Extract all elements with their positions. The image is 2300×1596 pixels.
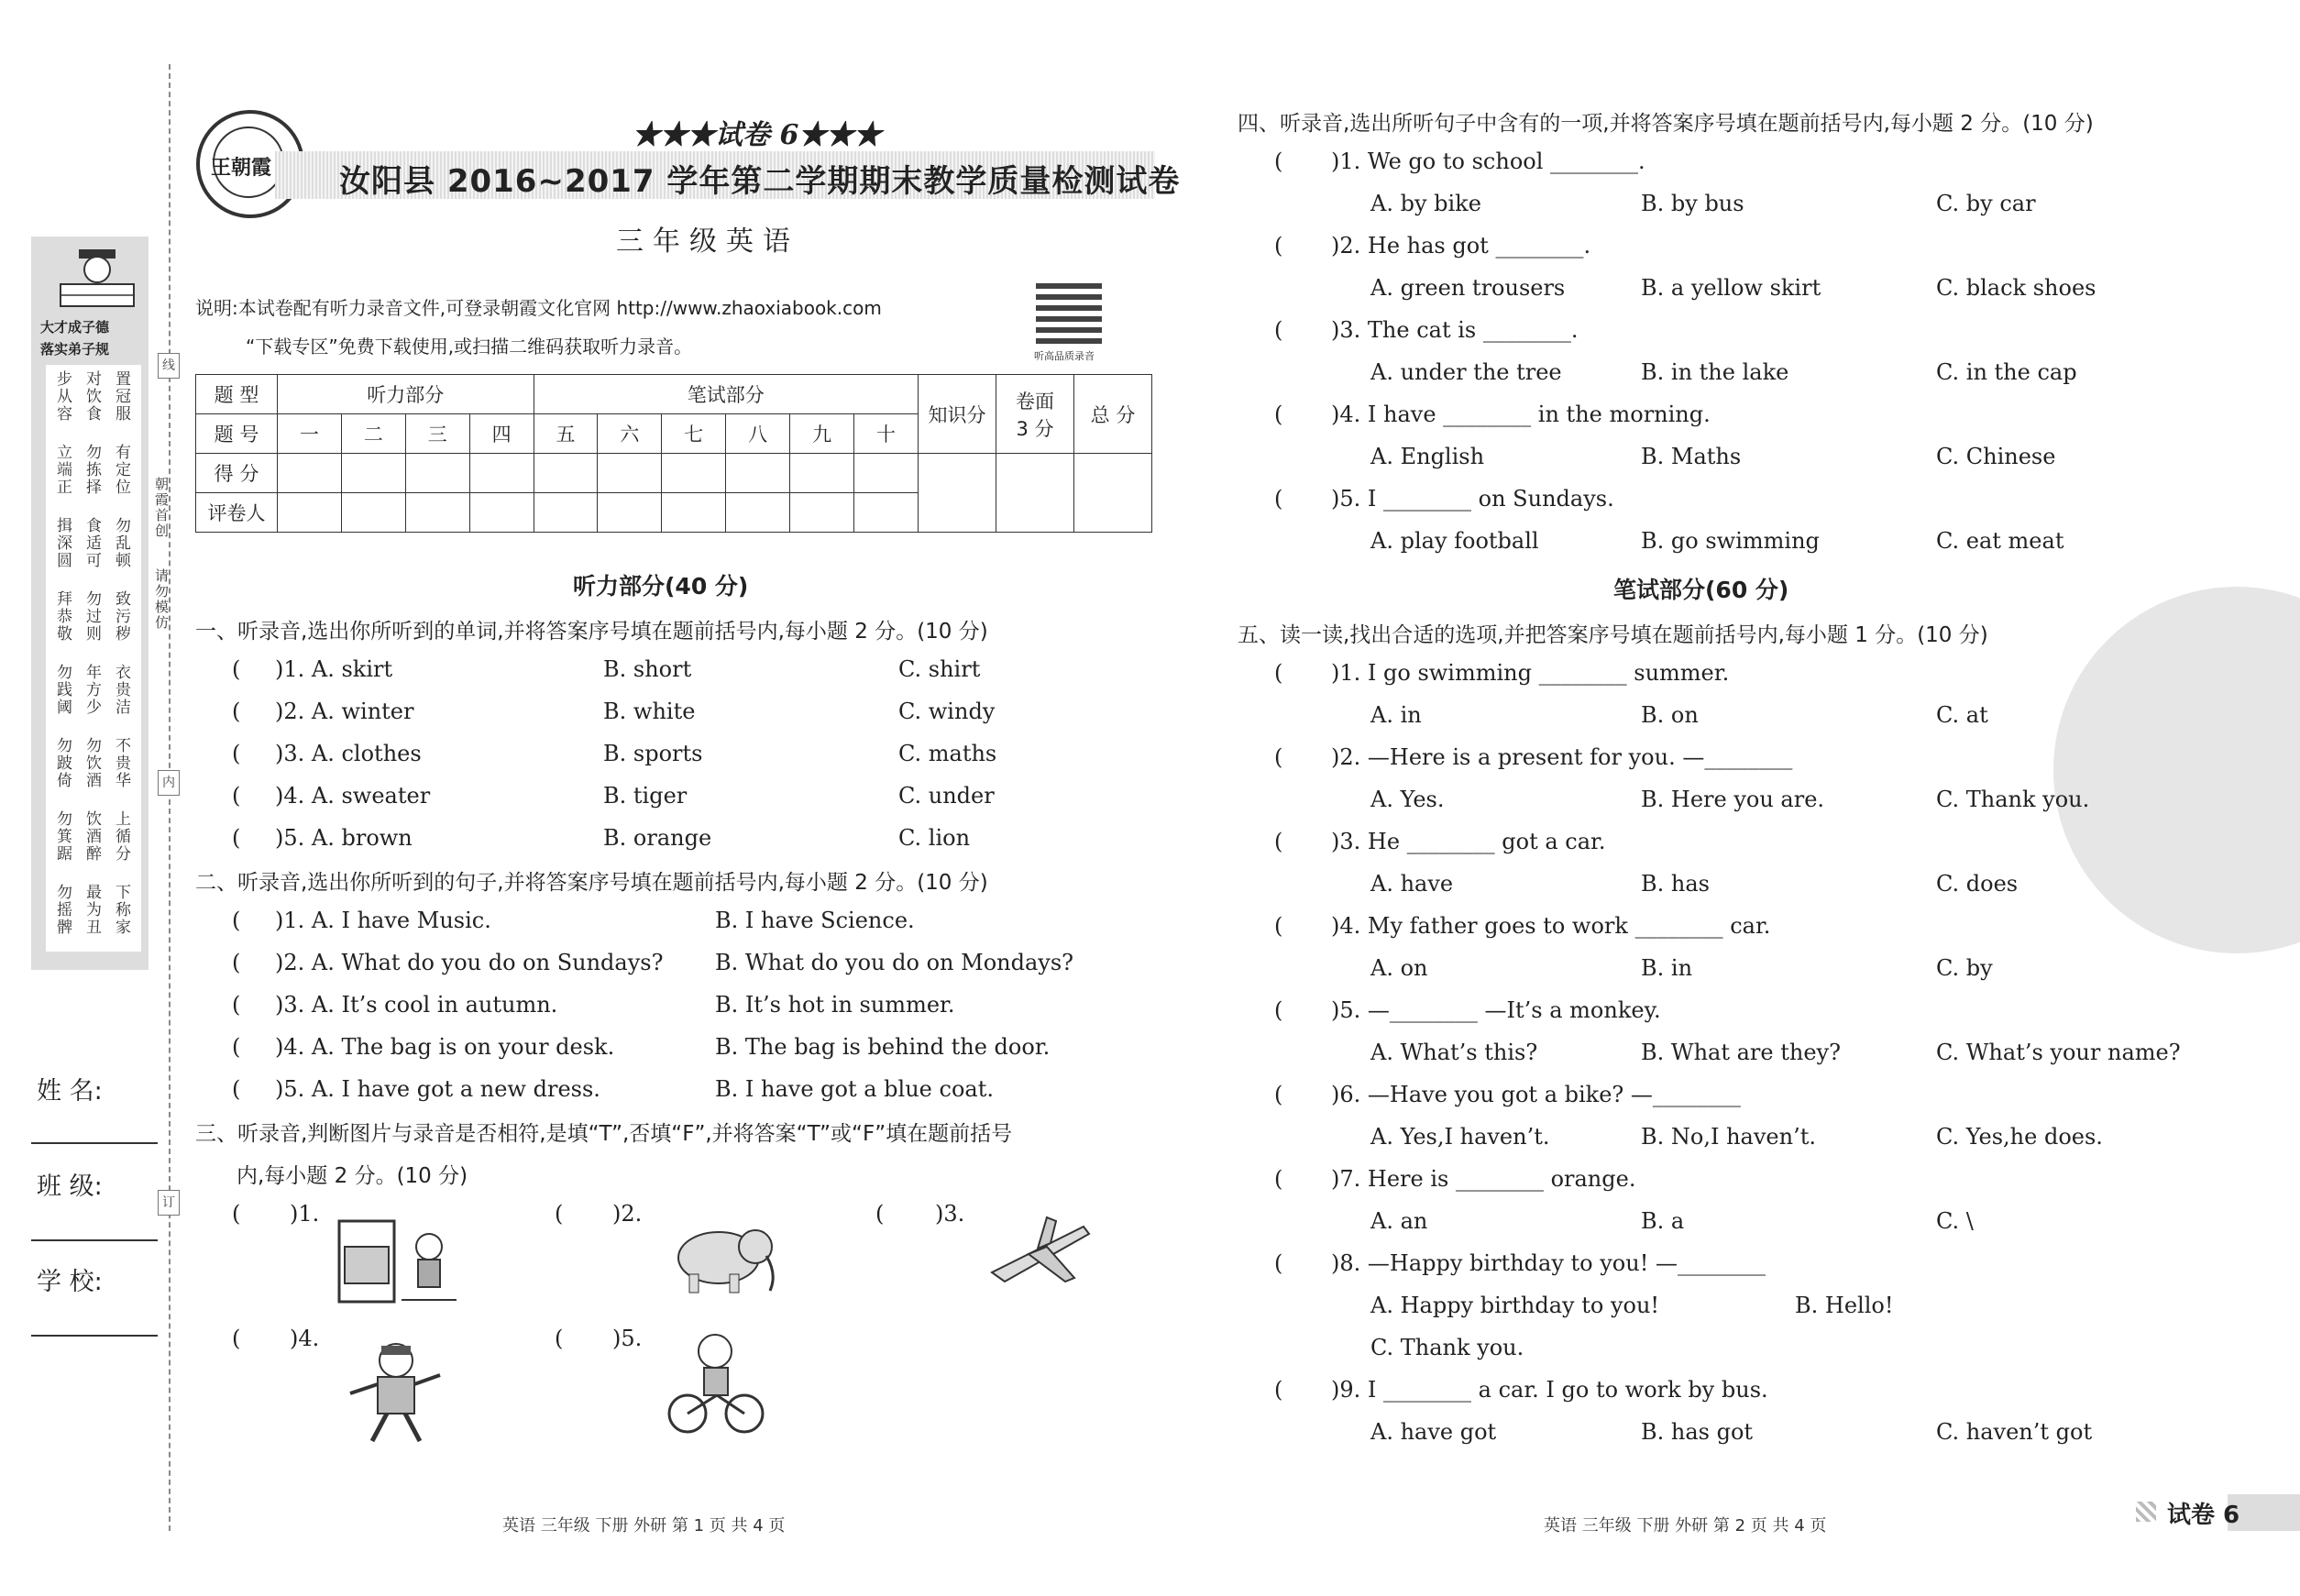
logo-text: 王朝霞: [211, 156, 272, 180]
row-label-grader: 评卷人: [196, 493, 278, 533]
answer-paren[interactable]: (: [232, 783, 241, 809]
s5-q9-b: B. has got: [1641, 1419, 1754, 1445]
s4-q2-b: B. a yellow skirt: [1641, 275, 1821, 301]
answer-paren[interactable]: (: [232, 1201, 241, 1227]
note-line-2: “下载专区”免费下载使用,或扫描二维码获取听力录音。: [246, 336, 693, 358]
left-page-footer: 英语 三年级 下册 外研 第 1 页 共 4 页: [502, 1516, 786, 1535]
name-label: 姓 名:: [37, 1077, 103, 1106]
s3-q2-label: )2.: [612, 1201, 643, 1227]
answer-paren[interactable]: (: [232, 825, 241, 851]
s1-q4-a: )4. A. sweater: [275, 783, 431, 809]
answer-paren[interactable]: (: [1274, 829, 1283, 854]
rule-line: 勿拣择: [83, 444, 101, 496]
section3-heading-2: 内,每小题 2 分。(10 分): [237, 1164, 468, 1188]
grader-cell[interactable]: [469, 493, 534, 533]
s5-q1-a: A. in: [1370, 702, 1422, 728]
answer-paren[interactable]: (: [232, 950, 241, 975]
s5-q6-a: A. Yes,I haven’t.: [1370, 1124, 1550, 1150]
neatness-score-cell[interactable]: [996, 454, 1074, 533]
s1-q5-b: B. orange: [603, 825, 712, 851]
question-number: 七: [662, 414, 726, 454]
answer-paren[interactable]: (: [232, 1076, 241, 1102]
rule-line: 立端正: [53, 444, 72, 496]
s4-q5-a: A. play football: [1370, 528, 1539, 554]
s5-q4: )4. My father goes to work ________ car.: [1331, 913, 1771, 939]
vertical-note-original: 朝霞首创: [153, 477, 170, 539]
s2-q4-a: )4. A. The bag is on your desk.: [275, 1034, 615, 1060]
score-cell[interactable]: [790, 454, 854, 493]
grader-cell[interactable]: [790, 493, 854, 533]
s1-q2-c: C. windy: [898, 699, 996, 724]
s1-q5-a: )5. A. brown: [275, 825, 413, 851]
score-cell[interactable]: [405, 454, 469, 493]
question-number: 一: [278, 414, 342, 454]
section3-heading-1: 三、听录音,判断图片与录音是否相符,是填“T”,否填“F”,并将答案“T”或“F”填在题前括号: [195, 1122, 1013, 1146]
s5-q1-c: C. at: [1936, 702, 1988, 728]
answer-paren[interactable]: (: [1274, 1082, 1283, 1107]
answer-paren[interactable]: (: [875, 1201, 885, 1227]
s4-q1-a: A. by bike: [1370, 191, 1481, 216]
picture-plane: [983, 1208, 1093, 1293]
s5-q9-a: A. have got: [1370, 1419, 1497, 1445]
s4-q4: )4. I have ________ in the morning.: [1331, 402, 1711, 427]
watermark-seal: [2053, 587, 2300, 953]
s5-q2-a: A. Yes.: [1370, 787, 1445, 812]
rule-line: 勿箕踞: [53, 810, 72, 863]
s5-q7-c: C. \: [1936, 1208, 1974, 1234]
rule-line: 致污秽: [112, 590, 130, 643]
s4-q2-a: A. green trousers: [1370, 275, 1566, 301]
answer-paren[interactable]: (: [232, 741, 241, 766]
answer-paren[interactable]: (: [1274, 1166, 1283, 1192]
score-cell[interactable]: [469, 454, 534, 493]
picture-boy-on-bike: [666, 1329, 766, 1437]
rule-line: 上循分: [112, 810, 130, 863]
seal-mark-xian: 线: [158, 353, 180, 379]
s5-q2-b: B. Here you are.: [1641, 787, 1825, 812]
rule-line: 勿饮酒: [83, 737, 101, 789]
s5-q4-b: B. in: [1641, 955, 1693, 981]
s4-q5-c: C. eat meat: [1936, 528, 2064, 554]
s1-q1-a: )1. A. skirt: [275, 656, 393, 682]
s3-q3-label: )3.: [935, 1201, 965, 1227]
row-label-number: 题 号: [196, 414, 278, 454]
answer-paren[interactable]: (: [555, 1326, 564, 1351]
answer-paren[interactable]: (: [1274, 997, 1283, 1023]
answer-paren[interactable]: (: [232, 1034, 241, 1060]
answer-paren[interactable]: (: [1274, 744, 1283, 770]
listening-title: 听力部分(40 分): [573, 573, 749, 600]
score-cell[interactable]: [341, 454, 405, 493]
s5-q1-b: B. on: [1641, 702, 1699, 728]
note-line-1: 说明:本试卷配有听力录音文件,可登录朝霞文化官网 http://www.zhaoxiabook.com: [195, 297, 882, 319]
s5-q4-c: C. by: [1936, 955, 1993, 981]
score-cell[interactable]: [534, 454, 598, 493]
s1-q1-b: B. short: [603, 656, 692, 682]
section2-heading: 二、听录音,选出你所听到的句子,并将答案序号填在题前括号内,每小题 2 分。(10 分): [195, 871, 988, 895]
answer-paren[interactable]: (: [1274, 660, 1283, 686]
s4-q4-c: C. Chinese: [1936, 444, 2056, 469]
rule-line: 最为丑: [83, 884, 101, 936]
s5-q8-a: A. Happy birthday to you!: [1370, 1293, 1660, 1318]
s1-q4-c: C. under: [898, 783, 995, 809]
s4-q3-a: A. under the tree: [1370, 359, 1562, 385]
rule-line: 步从容: [53, 370, 72, 423]
s5-q3: )3. He ________ got a car.: [1331, 829, 1606, 854]
exam-title: 汝阳县 2016~2017 学年第二学期期末教学质量检测试卷: [339, 163, 1181, 200]
question-number: 六: [598, 414, 662, 454]
rule-line: 揖深圆: [53, 517, 72, 569]
seal-mark-nei: 内: [158, 770, 180, 796]
rule-line: 勿摇髀: [53, 884, 72, 936]
s4-q3-c: C. in the cap: [1936, 359, 2077, 385]
rule-line: 衣贵洁: [112, 664, 130, 716]
question-number: 十: [854, 414, 919, 454]
answer-paren[interactable]: (: [1274, 913, 1283, 939]
s4-q2-c: C. black shoes: [1936, 275, 2096, 301]
s4-q3-b: B. in the lake: [1641, 359, 1789, 385]
corner-paper-tag: [2136, 1494, 2300, 1531]
right-page-footer: 英语 三年级 下册 外研 第 2 页 共 4 页: [1544, 1516, 1827, 1535]
s3-q5-label: )5.: [612, 1326, 643, 1351]
score-table: [195, 374, 1152, 533]
answer-paren[interactable]: (: [555, 1201, 564, 1227]
s3-q4-label: )4.: [290, 1326, 320, 1351]
school-field[interactable]: [31, 1335, 158, 1337]
grader-cell[interactable]: [341, 493, 405, 533]
s4-q4-a: A. English: [1370, 444, 1485, 469]
section1-heading: 一、听录音,选出你所听到的单词,并将答案序号填在题前括号内,每小题 2 分。(10 分): [195, 620, 988, 644]
question-number: 五: [534, 414, 598, 454]
s2-q1-b: B. I have Science.: [715, 908, 915, 933]
question-number: 八: [726, 414, 790, 454]
s2-q2-b: B. What do you do on Mondays?: [715, 950, 1074, 975]
s5-q6-c: C. Yes,he does.: [1936, 1124, 2103, 1150]
listening-header: 听力部分: [278, 375, 534, 414]
s5-q8-c: C. Thank you.: [1370, 1335, 1524, 1360]
s5-q8-b: B. Hello!: [1795, 1293, 1894, 1318]
row-label-type: 题 型: [196, 375, 278, 414]
s5-q2-c: C. Thank you.: [1936, 787, 2090, 812]
s3-q1-label: )1.: [290, 1201, 320, 1227]
s4-q1-c: C. by car: [1936, 191, 2036, 216]
s1-q2-a: )2. A. winter: [275, 699, 414, 724]
rule-line: 饮酒醉: [83, 810, 101, 863]
answer-paren[interactable]: (: [232, 992, 241, 1018]
s1-q4-b: B. tiger: [603, 783, 688, 809]
s1-q3-a: )3. A. clothes: [275, 741, 422, 766]
s5-q1: )1. I go swimming ________ summer.: [1331, 660, 1730, 686]
rule-line: 置冠服: [112, 370, 130, 423]
s2-q3-b: B. It’s hot in summer.: [715, 992, 955, 1018]
s1-q2-b: B. white: [603, 699, 696, 724]
answer-paren[interactable]: (: [1274, 486, 1283, 512]
motto-top: 大才成子德: [40, 319, 110, 336]
s4-q3: )3. The cat is ________.: [1331, 317, 1579, 343]
score-cell[interactable]: [854, 454, 919, 493]
s5-q3-c: C. does: [1936, 871, 2019, 897]
seal-mark-ding: 订: [158, 1190, 180, 1216]
paper-number: ★★★试卷 6★★★: [633, 119, 882, 151]
s1-q1-c: C. shirt: [898, 656, 981, 682]
s5-q7-a: A. an: [1370, 1208, 1428, 1234]
rule-line: 勿践阈: [53, 664, 72, 716]
rule-line: 对饮食: [83, 370, 101, 423]
grader-cell[interactable]: [534, 493, 598, 533]
grader-cell[interactable]: [854, 493, 919, 533]
answer-paren[interactable]: (: [1274, 233, 1283, 259]
s5-q3-b: B. has: [1641, 871, 1710, 897]
class-field[interactable]: [31, 1239, 158, 1241]
s4-q1-b: B. by bus: [1641, 191, 1744, 216]
rule-line: 食适可: [83, 517, 101, 569]
s5-q5: )5. —________ —It’s a monkey.: [1331, 997, 1661, 1023]
s2-q4-b: B. The bag is behind the door.: [715, 1034, 1051, 1060]
qr-code-icon[interactable]: [1036, 278, 1102, 344]
grader-cell[interactable]: [278, 493, 342, 533]
rule-line: 不贵华: [112, 737, 130, 789]
s2-q1-a: )1. A. I have Music.: [275, 908, 491, 933]
s5-q6: )6. —Have you got a bike? —________: [1331, 1082, 1741, 1107]
knowledge-score-cell[interactable]: [919, 454, 996, 533]
s5-q2: )2. —Here is a present for you. —________: [1331, 744, 1793, 770]
s4-q2: )2. He has got ________.: [1331, 233, 1591, 259]
picture-elephant: [671, 1219, 781, 1296]
s5-q4-a: A. on: [1370, 955, 1428, 981]
answer-paren[interactable]: (: [232, 1326, 241, 1351]
rule-line: 年方少: [83, 664, 101, 716]
total-score-cell[interactable]: [1074, 454, 1152, 533]
s5-q5-b: B. What are they?: [1641, 1040, 1841, 1065]
s1-q5-c: C. lion: [898, 825, 971, 851]
s5-q5-a: A. What’s this?: [1370, 1040, 1538, 1065]
rule-line: 勿乱顿: [112, 517, 130, 569]
s5-q9-c: C. haven’t got: [1936, 1419, 2093, 1445]
qr-caption: 听高品质录音: [1034, 350, 1095, 362]
s4-q5-b: B. go swimming: [1641, 528, 1820, 554]
class-label: 班 级:: [37, 1172, 103, 1201]
s2-q2-a: )2. A. What do you do on Sundays?: [275, 950, 664, 975]
s2-q5-b: B. I have got a blue coat.: [715, 1076, 994, 1102]
neatness-header: 卷面 3 分: [996, 375, 1074, 454]
s5-q5-c: C. What’s your name?: [1936, 1040, 2181, 1065]
section5-heading: 五、读一读,找出合适的选项,并把答案序号填在题前括号内,每小题 1 分。(10 分): [1238, 623, 1988, 647]
rule-line: 勿跛倚: [53, 737, 72, 789]
question-number: 二: [341, 414, 405, 454]
answer-paren[interactable]: (: [1274, 1377, 1283, 1403]
s4-q1: )1. We go to school ________.: [1331, 149, 1645, 174]
grader-cell[interactable]: [726, 493, 790, 533]
binding-dashed-line: [169, 64, 171, 1531]
s5-q9: )9. I ________ a car. I go to work by bus.: [1331, 1377, 1768, 1403]
s4-q5: )5. I ________ on Sundays.: [1331, 486, 1614, 512]
s5-q6-b: B. No,I haven’t.: [1641, 1124, 1816, 1150]
row-label-score: 得 分: [196, 454, 278, 493]
corner-pattern: [2136, 1502, 2156, 1522]
s2-q3-a: )3. A. It’s cool in autumn.: [275, 992, 558, 1018]
answer-paren[interactable]: (: [232, 656, 241, 682]
s1-q3-b: B. sports: [603, 741, 703, 766]
answer-paren[interactable]: (: [1274, 1250, 1283, 1276]
name-field[interactable]: [31, 1142, 158, 1144]
writing-title: 笔试部分(60 分): [1613, 577, 1789, 603]
rule-line: 拜恭敬: [53, 590, 72, 643]
knowledge-header: 知识分: [919, 375, 996, 454]
s5-q3-a: A. have: [1370, 871, 1454, 897]
score-cell[interactable]: [726, 454, 790, 493]
picture-child-skating: [345, 1338, 446, 1448]
answer-paren[interactable]: (: [1274, 317, 1283, 343]
writing-header: 笔试部分: [534, 375, 918, 414]
s5-q7-b: B. a: [1641, 1208, 1685, 1234]
total-header: 总 分: [1074, 375, 1152, 454]
vertical-note-no-copy: 请勿模仿: [153, 568, 170, 631]
motto-bottom: 落实弟子规: [40, 341, 110, 358]
s5-q8: )8. —Happy birthday to you! —________: [1331, 1250, 1766, 1276]
question-number: 三: [405, 414, 469, 454]
s1-q3-c: C. maths: [898, 741, 997, 766]
exam-subtitle: 三年级英语: [616, 226, 799, 258]
answer-paren[interactable]: (: [232, 908, 241, 933]
s2-q5-a: )5. A. I have got a new dress.: [275, 1076, 600, 1102]
grader-cell[interactable]: [405, 493, 469, 533]
picture-boy-at-tv: [337, 1219, 466, 1305]
grader-cell[interactable]: [662, 493, 726, 533]
section4-heading: 四、听录音,选出所听句子中含有的一项,并将答案序号填在题前括号内,每小题 2 分。(10 分): [1238, 112, 2094, 136]
scholar-illustration: [51, 246, 143, 312]
rule-line: 有定位: [112, 444, 130, 496]
s5-q7: )7. Here is ________ orange.: [1331, 1166, 1636, 1192]
score-cell[interactable]: [598, 454, 662, 493]
rule-line: 勿过则: [83, 590, 101, 643]
school-label: 学 校:: [37, 1268, 103, 1296]
score-cell[interactable]: [662, 454, 726, 493]
s4-q4-b: B. Maths: [1641, 444, 1742, 469]
score-cell[interactable]: [278, 454, 342, 493]
corner-tag-text: 试卷 6: [2167, 1502, 2240, 1529]
grader-cell[interactable]: [598, 493, 662, 533]
answer-paren[interactable]: (: [1274, 149, 1283, 174]
question-number: 九: [790, 414, 854, 454]
answer-paren[interactable]: (: [232, 699, 241, 724]
answer-paren[interactable]: (: [1274, 402, 1283, 427]
rule-line: 下称家: [112, 884, 130, 936]
question-number: 四: [469, 414, 534, 454]
